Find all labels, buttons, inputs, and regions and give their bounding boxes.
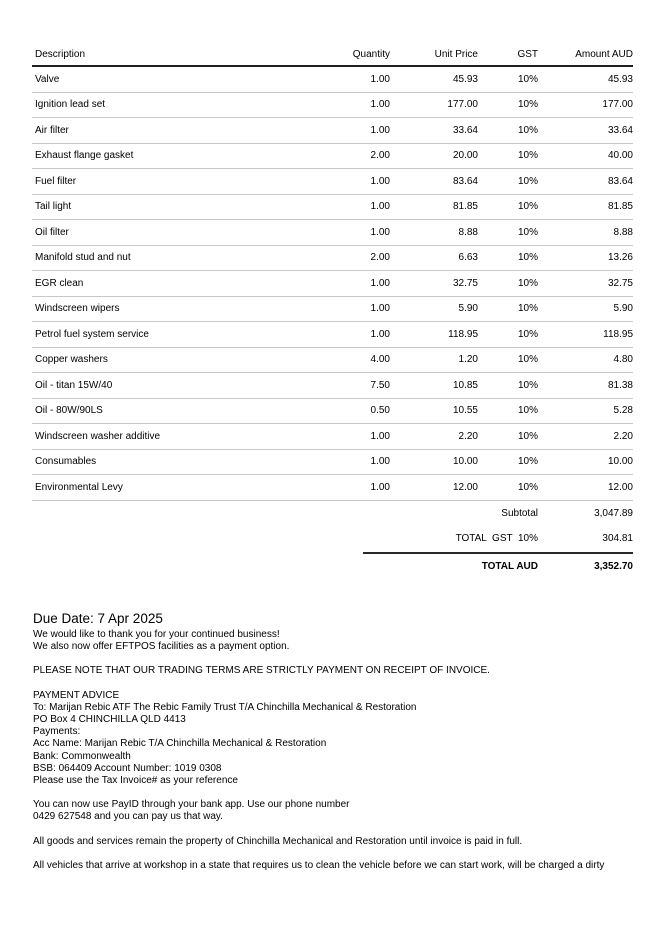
cell-amount: 118.95 [603, 328, 633, 340]
cell-gst: 10% [517, 277, 538, 289]
cell-unit-price: 10.55 [452, 405, 478, 417]
cell-description: EGR clean [35, 277, 84, 289]
table-row [32, 348, 633, 374]
header-amount-aud: Amount AUD [575, 49, 633, 60]
cell-unit-price: 45.93 [452, 73, 478, 85]
table-header-row [32, 44, 633, 67]
table-row [32, 93, 633, 119]
text-line: PO Box 4 CHINCHILLA QLD 4413 [33, 714, 186, 726]
table-row [32, 297, 633, 323]
cell-amount: 8.88 [613, 226, 633, 238]
cell-description: Copper washers [35, 354, 108, 366]
cell-gst: 10% [517, 201, 538, 213]
cell-unit-price: 20.00 [452, 150, 478, 162]
cell-unit-price: 8.88 [458, 226, 478, 238]
cell-description: Oil - titan 15W/40 [35, 379, 113, 391]
cell-amount: 32.75 [607, 277, 633, 289]
cell-quantity: 1.00 [370, 124, 390, 136]
table-row [32, 399, 633, 425]
cell-gst: 10% [517, 430, 538, 442]
cell-amount: 33.64 [607, 124, 633, 136]
cell-gst: 10% [517, 73, 538, 85]
cell-quantity: 1.00 [370, 277, 390, 289]
cell-unit-price: 1.20 [458, 354, 478, 366]
table-row [32, 144, 633, 170]
table-body [32, 67, 633, 501]
cell-gst: 10% [517, 226, 538, 238]
table-row [32, 450, 633, 476]
table-row [32, 246, 633, 272]
cell-unit-price: 2.20 [458, 430, 478, 442]
text-line: Bank: Commonwealth [33, 750, 131, 762]
header-unit-price: Unit Price [434, 49, 478, 60]
cell-quantity: 7.50 [370, 379, 390, 391]
cell-gst: 10% [517, 150, 538, 162]
cell-description: Fuel filter [35, 175, 77, 187]
cell-description: Petrol fuel system service [35, 328, 149, 340]
cell-description: Windscreen wipers [35, 303, 120, 315]
cell-unit-price: 33.64 [452, 124, 478, 136]
text-line: To: Marijan Rebic ATF The Rebic Family Trust T/A Chinchilla Mechanical & Restoration [33, 701, 417, 713]
table-row [32, 67, 633, 93]
property-note-paragraph [33, 836, 633, 848]
cell-quantity: 1.00 [370, 328, 390, 340]
cell-gst: 10% [517, 328, 538, 340]
text-line: We would like to thank you for your continued business! [33, 629, 280, 640]
cell-unit-price: 83.64 [452, 175, 478, 187]
cell-amount: 4.80 [613, 354, 633, 366]
table-row [32, 424, 633, 450]
cell-quantity: 1.00 [370, 430, 390, 442]
cell-gst: 10% [517, 405, 538, 417]
cell-amount: 10.00 [607, 456, 633, 468]
cell-quantity: 1.00 [370, 73, 390, 85]
cell-amount: 81.85 [607, 201, 633, 213]
cell-unit-price: 177.00 [447, 99, 478, 111]
table-row [32, 271, 633, 297]
cell-unit-price: 5.90 [458, 303, 478, 315]
cell-description: Air filter [35, 124, 69, 136]
text-line: Payments: [33, 726, 81, 738]
cell-gst: 10% [517, 175, 538, 187]
cell-gst: 10% [517, 354, 538, 366]
cell-description: Oil - 80W/90LS [35, 405, 103, 417]
cell-quantity: 1.00 [370, 481, 390, 493]
cell-description: Environmental Levy [35, 481, 123, 493]
grand-total-row [32, 554, 633, 580]
cell-quantity: 2.00 [370, 150, 390, 162]
cell-gst: 10% [517, 303, 538, 315]
cell-description: Oil filter [35, 226, 69, 238]
trading-terms-text: PLEASE NOTE THAT OUR TRADING TERMS ARE STRICTLY PAYMENT ON RECEIPT OF INVOICE. [33, 665, 490, 677]
cell-description: Manifold stud and nut [35, 252, 131, 264]
text-line: We also now offer EFTPOS facilities as a payment option. [33, 641, 290, 653]
cell-quantity: 1.00 [370, 99, 390, 111]
cell-unit-price: 12.00 [452, 481, 478, 493]
subtotal-row [32, 501, 633, 527]
text-line: BSB: 064409 Account Number: 1019 0308 [33, 762, 222, 774]
cell-unit-price: 6.63 [458, 252, 478, 264]
cell-amount: 5.90 [613, 303, 633, 315]
table-row [32, 220, 633, 246]
line-items-table [32, 44, 633, 579]
cell-amount: 81.38 [607, 379, 633, 391]
grand-total-value: 3,352.70 [594, 560, 633, 572]
invoice-footer [32, 611, 633, 872]
grand-total-label: TOTAL AUD [481, 560, 538, 572]
total-gst-row [32, 526, 633, 552]
cell-quantity: 0.50 [370, 405, 390, 417]
cell-quantity: 1.00 [370, 303, 390, 315]
cell-gst: 10% [517, 481, 538, 493]
header-description: Description [35, 49, 86, 60]
text-line: Acc Name: Marijan Rebic T/A Chinchilla Mechanical & Restoration [33, 738, 327, 750]
cell-description: Valve [35, 73, 60, 85]
cell-quantity: 2.00 [370, 252, 390, 264]
cell-unit-price: 10.85 [452, 379, 478, 391]
cell-quantity: 4.00 [370, 354, 390, 366]
cell-gst: 10% [517, 99, 538, 111]
table-row [32, 475, 633, 501]
cell-unit-price: 32.75 [452, 277, 478, 289]
cell-description: Exhaust flange gasket [35, 150, 134, 162]
header-quantity: Quantity [352, 49, 390, 60]
payment-advice-paragraph [33, 690, 633, 788]
cell-description: Tail light [35, 201, 72, 213]
header-gst: GST [517, 49, 538, 60]
dirty-note-text: All vehicles that arrive at workshop in a state that requires us to clean the vehicle before we can start work, will be charged a dirty [33, 859, 605, 871]
text-line: You can now use PayID through your bank app. Use our phone number [33, 799, 350, 811]
cell-quantity: 1.00 [370, 175, 390, 187]
table-row [32, 169, 633, 195]
table-row [32, 373, 633, 399]
property-note-text: All goods and services remain the property of Chinchilla Mechanical and Restoration until invoice is paid in full. [33, 835, 523, 847]
cell-amount: 13.26 [607, 252, 633, 264]
cell-amount: 2.20 [613, 430, 633, 442]
intro-paragraph [33, 629, 633, 653]
cell-amount: 83.64 [607, 175, 633, 187]
dirty-note-paragraph [33, 860, 633, 872]
subtotal-value: 3,047.89 [594, 507, 633, 519]
cell-amount: 12.00 [607, 481, 633, 493]
due-date: Due Date: 7 Apr 2025 [33, 611, 163, 626]
text-line: PAYMENT ADVICE [33, 689, 120, 701]
total-gst-value: 304.81 [602, 533, 633, 545]
table-row [32, 322, 633, 348]
cell-unit-price: 81.85 [452, 201, 478, 213]
cell-gst: 10% [517, 379, 538, 391]
text-line: Please use the Tax Invoice# as your reference [33, 775, 238, 787]
table-row [32, 118, 633, 144]
cell-description: Consumables [35, 456, 97, 468]
cell-gst: 10% [517, 252, 538, 264]
text-line: 0429 627548 and you can pay us that way. [33, 811, 223, 823]
cell-gst: 10% [517, 124, 538, 136]
payid-paragraph [33, 799, 633, 823]
subtotal-label: Subtotal [501, 507, 538, 519]
trading-terms [33, 665, 633, 677]
cell-amount: 45.93 [607, 73, 633, 85]
cell-quantity: 1.00 [370, 201, 390, 213]
cell-quantity: 1.00 [370, 226, 390, 238]
cell-description: Ignition lead set [35, 99, 106, 111]
cell-unit-price: 118.95 [448, 328, 478, 340]
cell-amount: 5.28 [613, 405, 633, 417]
cell-amount: 177.00 [602, 99, 633, 111]
cell-amount: 40.00 [607, 150, 633, 162]
cell-gst: 10% [517, 456, 538, 468]
cell-description: Windscreen washer additive [35, 430, 161, 442]
table-row [32, 195, 633, 221]
cell-quantity: 1.00 [370, 456, 390, 468]
total-gst-label: TOTAL GST 10% [455, 533, 538, 545]
cell-unit-price: 10.00 [452, 456, 478, 468]
